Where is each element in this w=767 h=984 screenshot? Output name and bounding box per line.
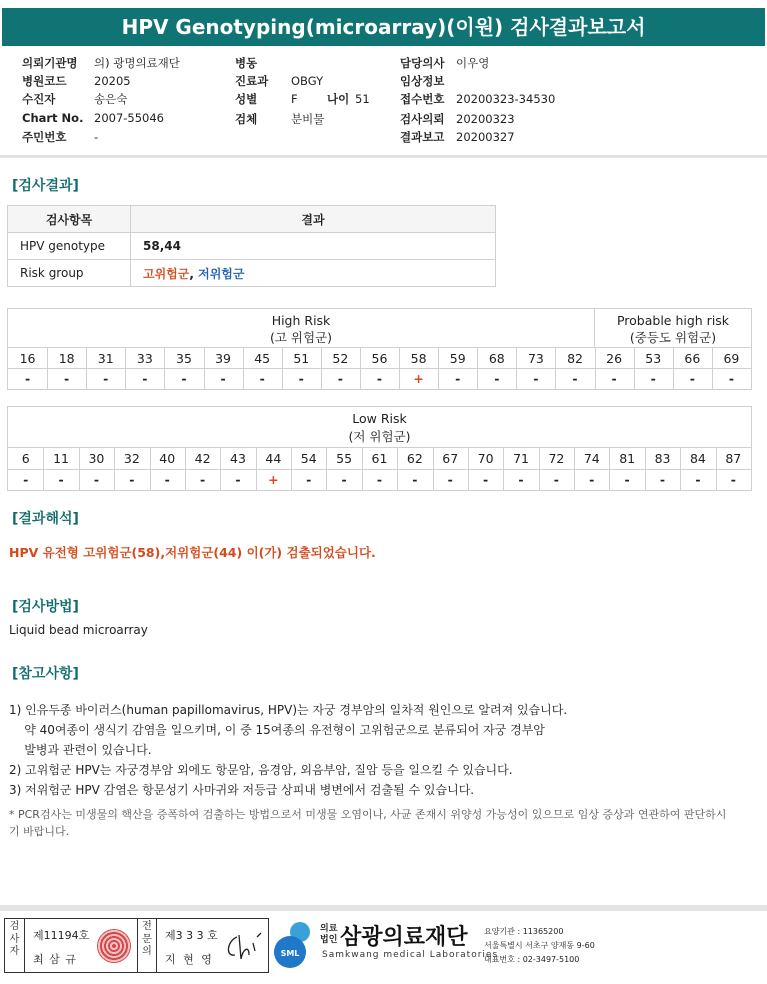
row-risk-label: Risk group [8,260,131,287]
info-field [22,111,164,125]
grid-line [594,309,595,347]
probable-risk-label [594,312,752,346]
genotype-type: 6 [21,451,30,466]
official-seal-icon [97,929,131,963]
genotype-result: - [695,472,701,487]
genotype-type: 44 [265,451,282,466]
interpretation-text: HPV 유전형 고위험군(58),저위험군(44) 이(가) 검출되었습니다. [9,545,376,560]
genotype-result: - [533,371,539,386]
genotype-result: - [624,472,630,487]
info-value: 51 [355,92,370,106]
info-field [400,129,515,145]
high-risk-label [8,312,594,346]
genotype-result: + [268,472,279,487]
genotype-result: - [164,472,170,487]
sml-logo-icon [272,918,320,970]
genotype-type: 66 [684,351,701,366]
low-risk-grid [7,406,752,491]
genotype-type: 30 [88,451,105,466]
genotype-result: - [730,472,736,487]
info-field [22,129,98,145]
genotype-result: - [235,472,241,487]
genotype-type: 39 [215,351,232,366]
info-label: 성별 [235,92,258,106]
footnote: * PCR검사는 미생물의 핵산을 증폭하여 검출하는 방법으로서 미생물 오염이나, 사균 존재시 위양성 가능성이 있으므로 임상 증상과 연관하여 판단하시기 바랍니다. [9,808,727,838]
note-line: 약 40여종이 생식기 감염을 일으키며, 이 중 15여종의 유전형이 고위험군으로 분류되어 자궁 경부암 [9,723,545,737]
signature-scribble-icon [223,931,263,963]
genotype-type: 26 [606,351,623,366]
info-field [400,111,515,127]
info-value: 2007-55046 [94,111,164,125]
genotype-type: 42 [194,451,211,466]
genotype-type: 45 [254,351,271,366]
genotype-type: 52 [332,351,349,366]
section-method: [검사방법] [12,599,79,615]
logo-name: 삼광의료재단 [340,925,468,950]
info-label: 결과보고 [400,130,445,144]
genotype-type: 55 [336,451,353,466]
high-risk-grid [7,308,752,390]
genotype-result: - [659,472,666,487]
contact-code: 요양기관 : 11365200 [484,927,564,936]
note-line: 1) 인유두종 바이러스(human papillomavirus, HPV)는 자궁 경부암의 일차적 원인으로 알려져 있습니다. [9,703,568,717]
info-field [22,55,180,71]
genotype-result: - [376,371,383,386]
genotype-result: - [199,472,206,487]
genotype-type: 74 [583,451,600,466]
grid-line [8,469,751,470]
genotype-type: 40 [159,451,176,466]
genotype-type: 53 [645,351,662,366]
info-value: - [94,130,99,144]
genotype-type: 67 [442,451,459,466]
logo-subtitle: Samkwang medical Laboratories [322,950,499,960]
info-label: 주민번호 [22,130,67,144]
section-result: [검사결과] [12,178,79,194]
info-label: 담당의사 [400,56,445,70]
risk-high: 고위험군 [143,266,190,281]
genotype-type: 70 [477,451,494,466]
genotype-type: 68 [488,351,505,366]
info-label: 의뢰기관명 [22,56,78,70]
grid-line [8,347,751,348]
low-risk-label [8,410,751,446]
genotype-type: 83 [654,451,671,466]
info-field [327,91,370,107]
sig-col1-no: 제11194호 [33,929,90,942]
genotype-result: - [376,472,383,487]
info-value: 20205 [94,74,131,88]
genotype-result: - [58,472,64,487]
genotype-type: 16 [19,351,36,366]
info-value: 이우영 [456,56,490,70]
sig-col1-name: 최 삼 규 [33,953,77,966]
genotype-result: - [142,371,148,386]
genotype-result: - [341,472,347,487]
genotype-result: - [181,371,187,386]
info-label: 진료과 [235,74,269,88]
info-value: F [291,92,298,106]
genotype-result: - [494,371,500,386]
info-label: 검체 [235,112,258,126]
genotype-type: 87 [725,451,742,466]
sig-col2-label: 전 문 의 [137,919,157,972]
info-value: 20200327 [456,130,515,144]
logo-prefix [320,924,337,946]
genotype-result: - [103,371,109,386]
genotype-type: 82 [567,351,583,366]
genotype-type: 69 [723,351,740,366]
genotype-type: 43 [230,451,246,466]
genotype-result: - [447,472,453,487]
genotype-result: - [412,472,418,487]
genotype-result: - [483,472,489,487]
genotype-type: 72 [548,451,565,466]
info-value: 의) 광명의료재단 [94,56,180,70]
risk-sep: , [189,266,199,281]
info-field [400,91,555,107]
genotype-result: - [129,472,135,487]
result-table [7,205,496,287]
note-line: 2) 고위험군 HPV는 자궁경부암 외에도 항문암, 음경암, 외음부암, 질암 등을 일으킬 수 있습니다. [9,763,513,777]
report-title: HPV Genotyping(microarray)(이원) 검사결과보고서 [2,8,765,46]
sig-col2-no: 제3 3 3 호 [165,929,218,942]
probable-risk-label-ko: (중등도 위험군) [629,330,717,345]
genotype-result: - [553,472,559,487]
info-label: 임상정보 [400,74,445,88]
low-risk-label-en: Low Risk [352,411,407,426]
probable-risk-label-en: Probable high risk [616,313,730,328]
risk-low: 저위험군 [198,266,245,281]
svg-text:SML: SML [280,949,300,958]
info-label: 나이 [327,92,350,106]
genotype-type: 81 [619,451,636,466]
genotype-type: 35 [176,351,192,366]
info-label: 병동 [235,56,258,70]
genotype-result: - [93,472,100,487]
genotype-type: 54 [300,451,317,466]
genotype-result: - [220,371,226,386]
genotype-type: 31 [97,351,114,366]
genotype-type: 62 [406,451,423,466]
genotype-result: + [413,371,424,386]
genotype-type: 59 [449,351,466,366]
row-genotype-label: HPV genotype [8,233,131,260]
contact-phone: 대표번호 : 02-3497-5100 [484,955,580,964]
footer-divider [0,905,767,911]
info-label: Chart No. [22,111,84,125]
info-value: 20200323-34530 [456,92,556,106]
genotype-type: 11 [53,451,70,466]
genotype-result: - [298,371,304,386]
header-item: 검사항목 [8,206,131,233]
low-risk-label-ko: (저 위험군) [348,429,411,444]
logo-prefix-top: 의료 [320,924,338,934]
genotype-result: - [589,472,595,487]
header-result: 결과 [131,206,496,233]
grid-line [8,447,751,448]
genotype-type: 18 [58,351,75,366]
sig-col2-name: 지 현 영 [165,953,214,966]
genotype-result: - [518,472,524,487]
genotype-type: 33 [136,351,153,366]
genotype-result: - [24,371,31,386]
genotype-result: - [611,371,617,386]
genotype-result: - [337,371,343,386]
divider [0,155,767,158]
info-value: OBGY [291,74,324,88]
genotype-type: 51 [293,351,310,366]
grid-line [8,368,751,369]
info-field [235,91,298,107]
genotype-type: 32 [123,451,140,466]
genotype-result: - [259,371,265,386]
genotype-result: - [306,472,312,487]
info-field [22,91,127,107]
row-risk-value [131,260,496,287]
high-risk-label-en: High Risk [271,313,331,328]
genotype-type: 84 [689,451,706,466]
genotype-result: - [64,371,70,386]
row-genotype-value: 58,44 [131,233,496,260]
genotype-result: - [572,371,578,386]
section-notes: [참고사항] [12,666,79,682]
info-value: 송은숙 [94,92,128,106]
genotype-type: 61 [371,451,388,466]
logo-prefix-bottom: 법인 [320,935,338,945]
note-line: 발병과 관련이 있습니다. [9,743,152,757]
genotype-result: - [650,371,656,386]
method-text: Liquid bead microarray [9,623,148,637]
section-interpretation: [결과해석] [12,511,79,527]
genotype-result: - [23,472,29,487]
high-risk-label-ko: (고 위험군) [269,330,333,345]
info-value: 20200323 [456,112,515,126]
genotype-result: - [728,371,735,386]
genotype-result: - [455,371,461,386]
info-label: 수진자 [22,92,56,106]
note-line: 3) 저위험군 HPV 감염은 항문성기 사마귀와 저등급 상피내 병변에서 검출될 수 있습니다. [9,783,475,797]
genotype-type: 71 [513,451,529,466]
genotype-result: - [689,371,695,386]
info-field [235,73,323,89]
info-label: 접수번호 [400,92,445,106]
info-label: 검사의뢰 [400,112,445,126]
info-value: 분비물 [291,112,325,126]
info-field [235,111,324,127]
info-label: 병원코드 [22,74,67,88]
genotype-type: 73 [527,351,544,366]
info-field [22,73,131,89]
info-field [235,55,291,71]
info-field [400,55,489,71]
signature-box [4,918,269,973]
notes-list [9,700,749,800]
contact-address: 서울특별시 서초구 양재동 9-60 [484,941,595,950]
info-field [400,73,456,89]
genotype-type: 58 [410,351,427,366]
sig-col1-label: 검 사 자 [5,919,25,972]
genotype-type: 56 [371,351,388,366]
